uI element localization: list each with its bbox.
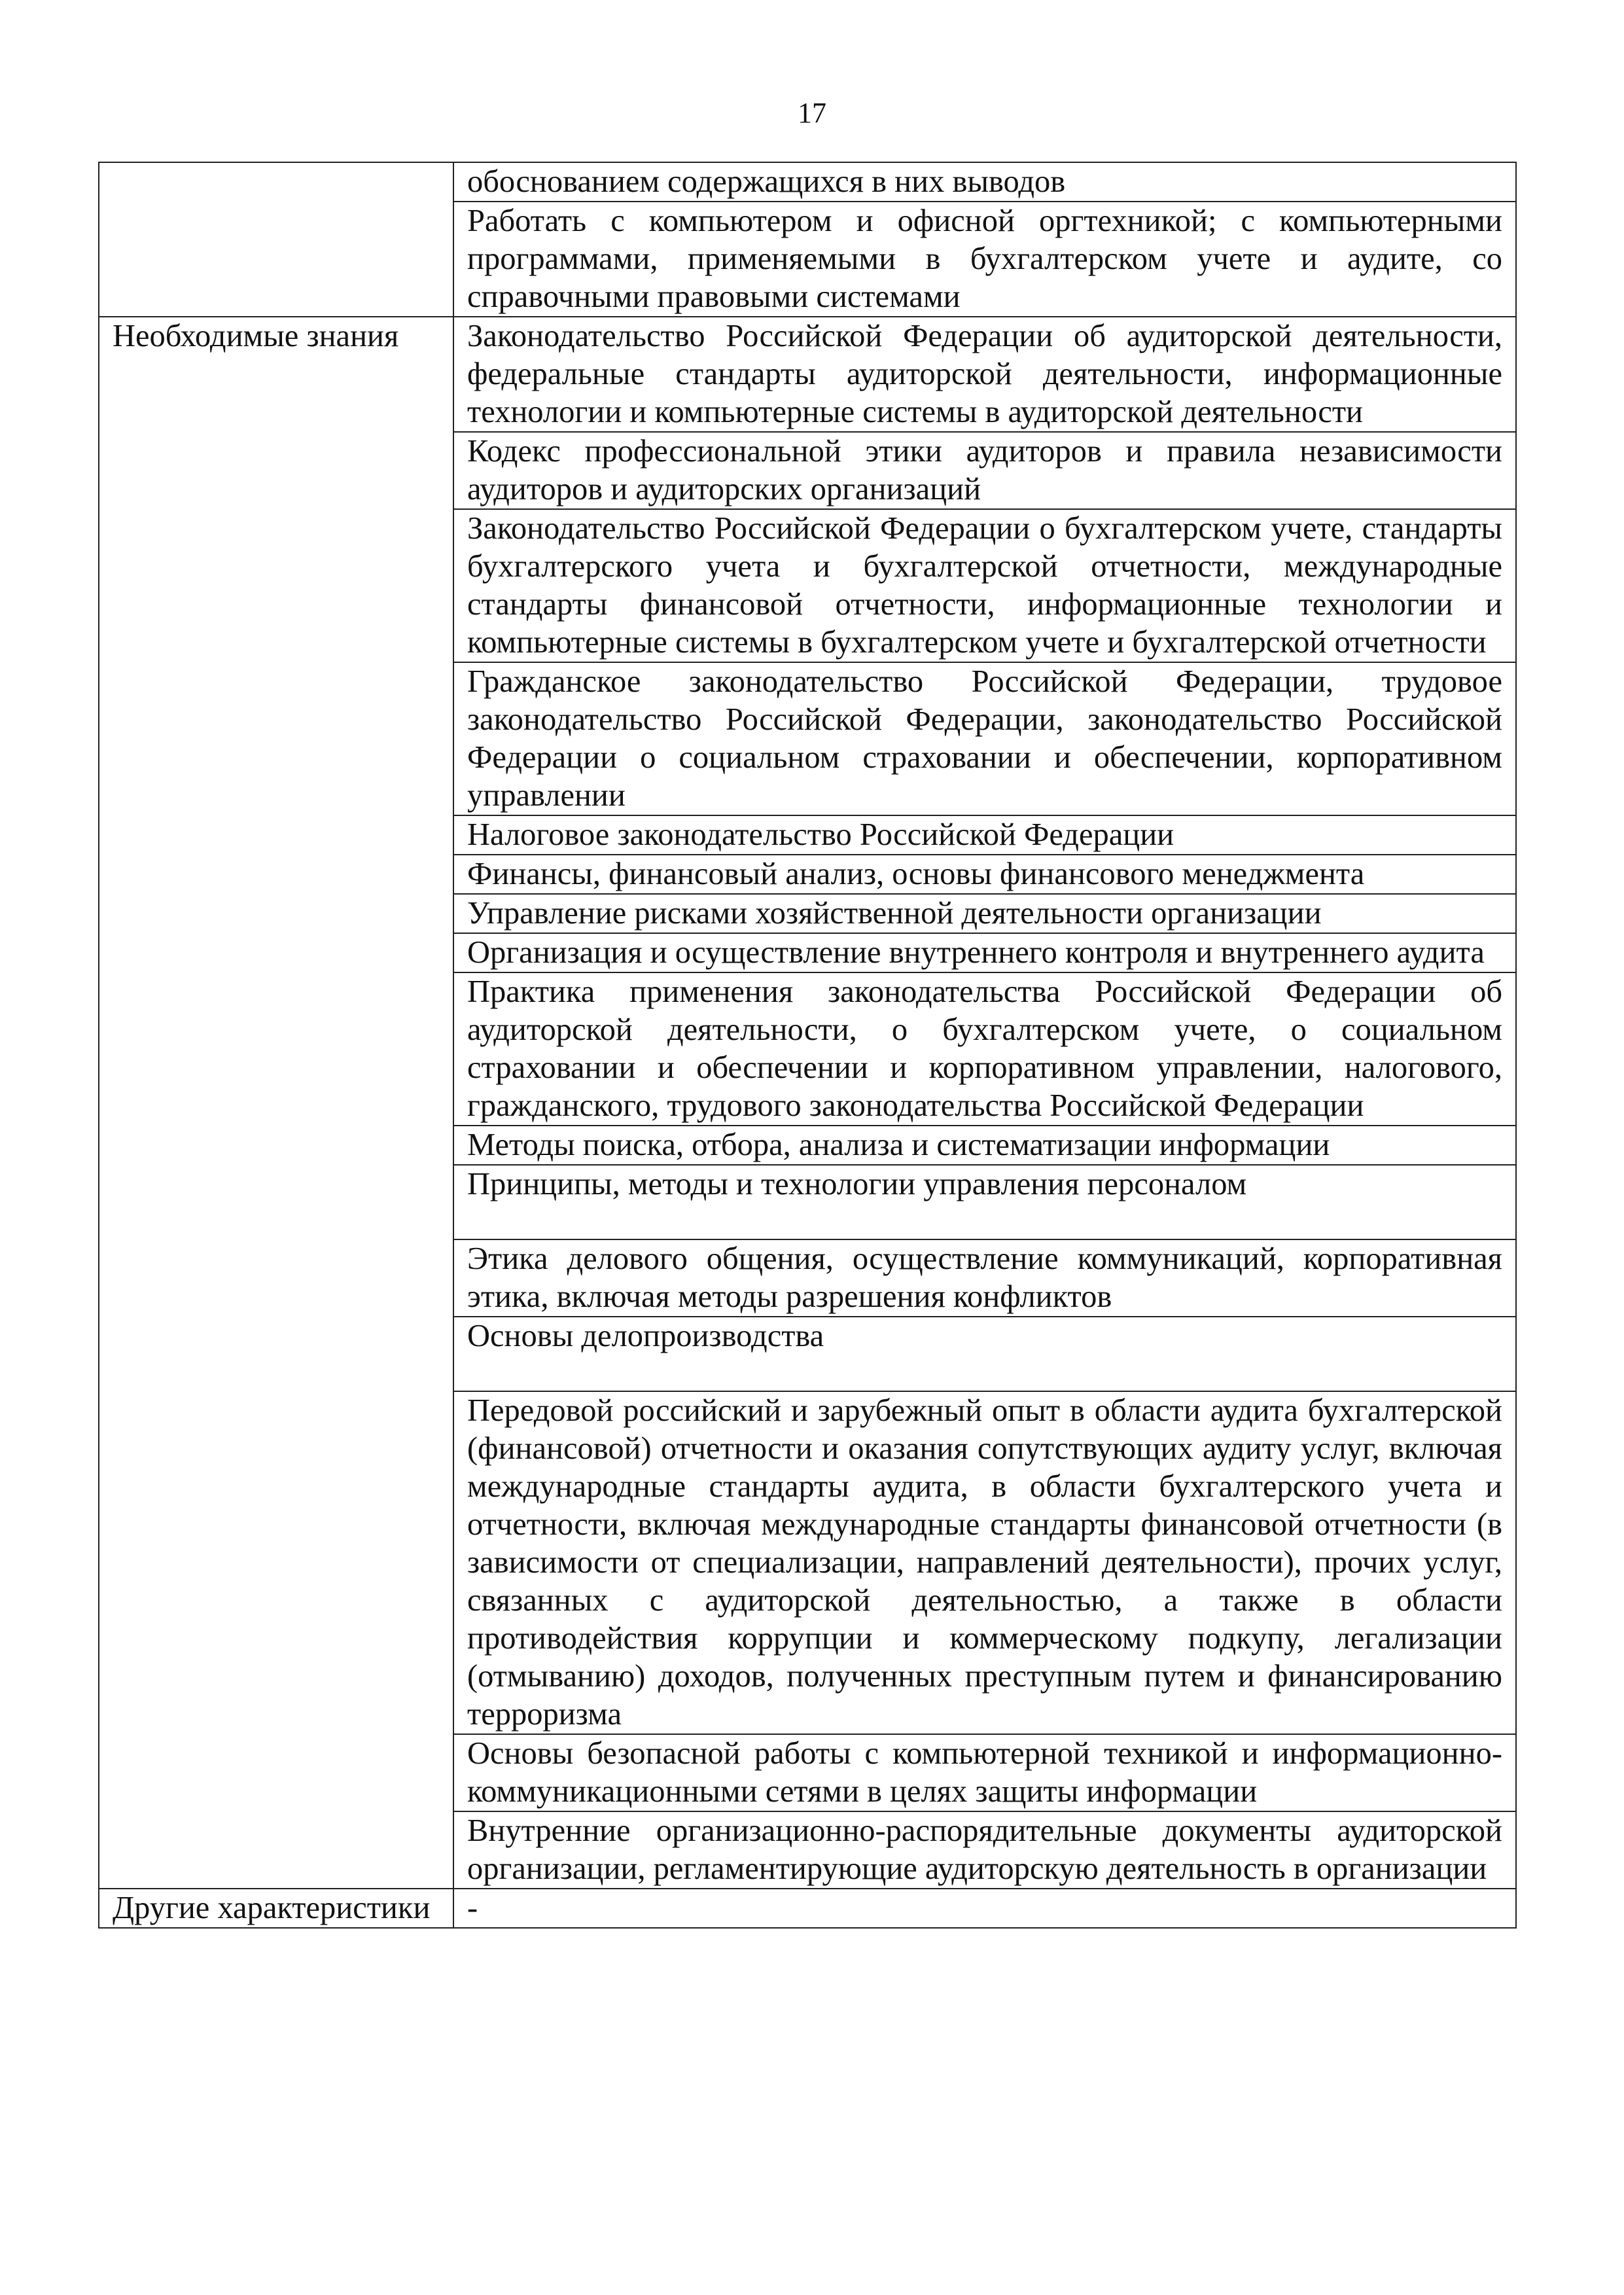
knowledge-item: Принципы, методы и технологии управления персоналом — [453, 1165, 1516, 1239]
knowledge-item: Финансы, финансовый анализ, основы финансового менеджмента — [453, 855, 1516, 894]
knowledge-item: Законодательство Российской Федерации о бухгалтерском учете, стандарты бухгалтерского учета и бухгалтерской отчетности, международные стандарты финансовой отчетности, информационные технологии и компьютерные системы в бухгалтерском учете и бухгалтерской отчетности — [453, 509, 1516, 662]
knowledge-item: Основы безопасной работы с компьютерной техникой и информационно-коммуникационными сетями в целях защиты информации — [453, 1734, 1516, 1811]
requirement-item: обоснованием содержащихся в них выводов — [453, 162, 1516, 202]
section-label — [99, 162, 453, 317]
requirement-item: Работать с компьютером и офисной оргтехникой; с компьютерными программами, применяемыми в бухгалтерском учете и аудите, со справочными правовыми системами — [453, 202, 1516, 317]
knowledge-item: Практика применения законодательства Российской Федерации об аудиторской деятельности, о бухгалтерском учете, о социальном страховании и обеспечении и корпоративном управлении, налогового, гражданского, трудового законодательства Российской Федерации — [453, 972, 1516, 1126]
table-row — [99, 317, 1516, 432]
other-item: - — [453, 1889, 1516, 1928]
section-label-other-characteristics: Другие характеристики — [99, 1889, 453, 1928]
table-row — [99, 1889, 1516, 1928]
knowledge-item: Этика делового общения, осуществление коммуникаций, корпоративная этика, включая методы разрешения конфликтов — [453, 1239, 1516, 1317]
knowledge-item: Передовой российский и зарубежный опыт в области аудита бухгалтерской (финансовой) отчетности и оказания сопутствующих аудиту услуг, включая международные стандарты аудита, в области бухгалтерского учета и отчетности, включая международные стандарты финансовой отчетности (в зависимости от специализации, направлений деятельности), прочих услуг, связанных с аудиторской деятельностью, а также в области противодействия коррупции и коммерческому подкупу, легализации (отмыванию) доходов, полученных преступным путем и финансированию терроризма — [453, 1391, 1516, 1734]
page-number: 17 — [798, 97, 826, 129]
knowledge-item: Гражданское законодательство Российской Федерации, трудовое законодательство Российской Федерации, законодательство Российской Федерации о социальном страховании и обеспечении, корпоративном управлении — [453, 662, 1516, 815]
knowledge-item: Методы поиска, отбора, анализа и систематизации информации — [453, 1126, 1516, 1165]
section-label-required-knowledge: Необходимые знания — [99, 317, 453, 1889]
table-row — [99, 162, 1516, 202]
knowledge-item: Законодательство Российской Федерации об аудиторской деятельности, федеральные стандарты аудиторской деятельности, информационные технологии и компьютерные системы в аудиторской деятельности — [453, 317, 1516, 432]
knowledge-item: Управление рисками хозяйственной деятельности организации — [453, 894, 1516, 933]
competency-table — [98, 162, 1517, 1929]
knowledge-item: Основы делопроизводства — [453, 1317, 1516, 1391]
knowledge-item: Налоговое законодательство Российской Федерации — [453, 815, 1516, 855]
knowledge-item: Внутренние организационно-распорядительные документы аудиторской организации, регламентирующие аудиторскую деятельность в организации — [453, 1811, 1516, 1889]
knowledge-item: Кодекс профессиональной этики аудиторов и правила независимости аудиторов и аудиторских организаций — [453, 432, 1516, 509]
knowledge-item: Организация и осуществление внутреннего контроля и внутреннего аудита — [453, 933, 1516, 972]
